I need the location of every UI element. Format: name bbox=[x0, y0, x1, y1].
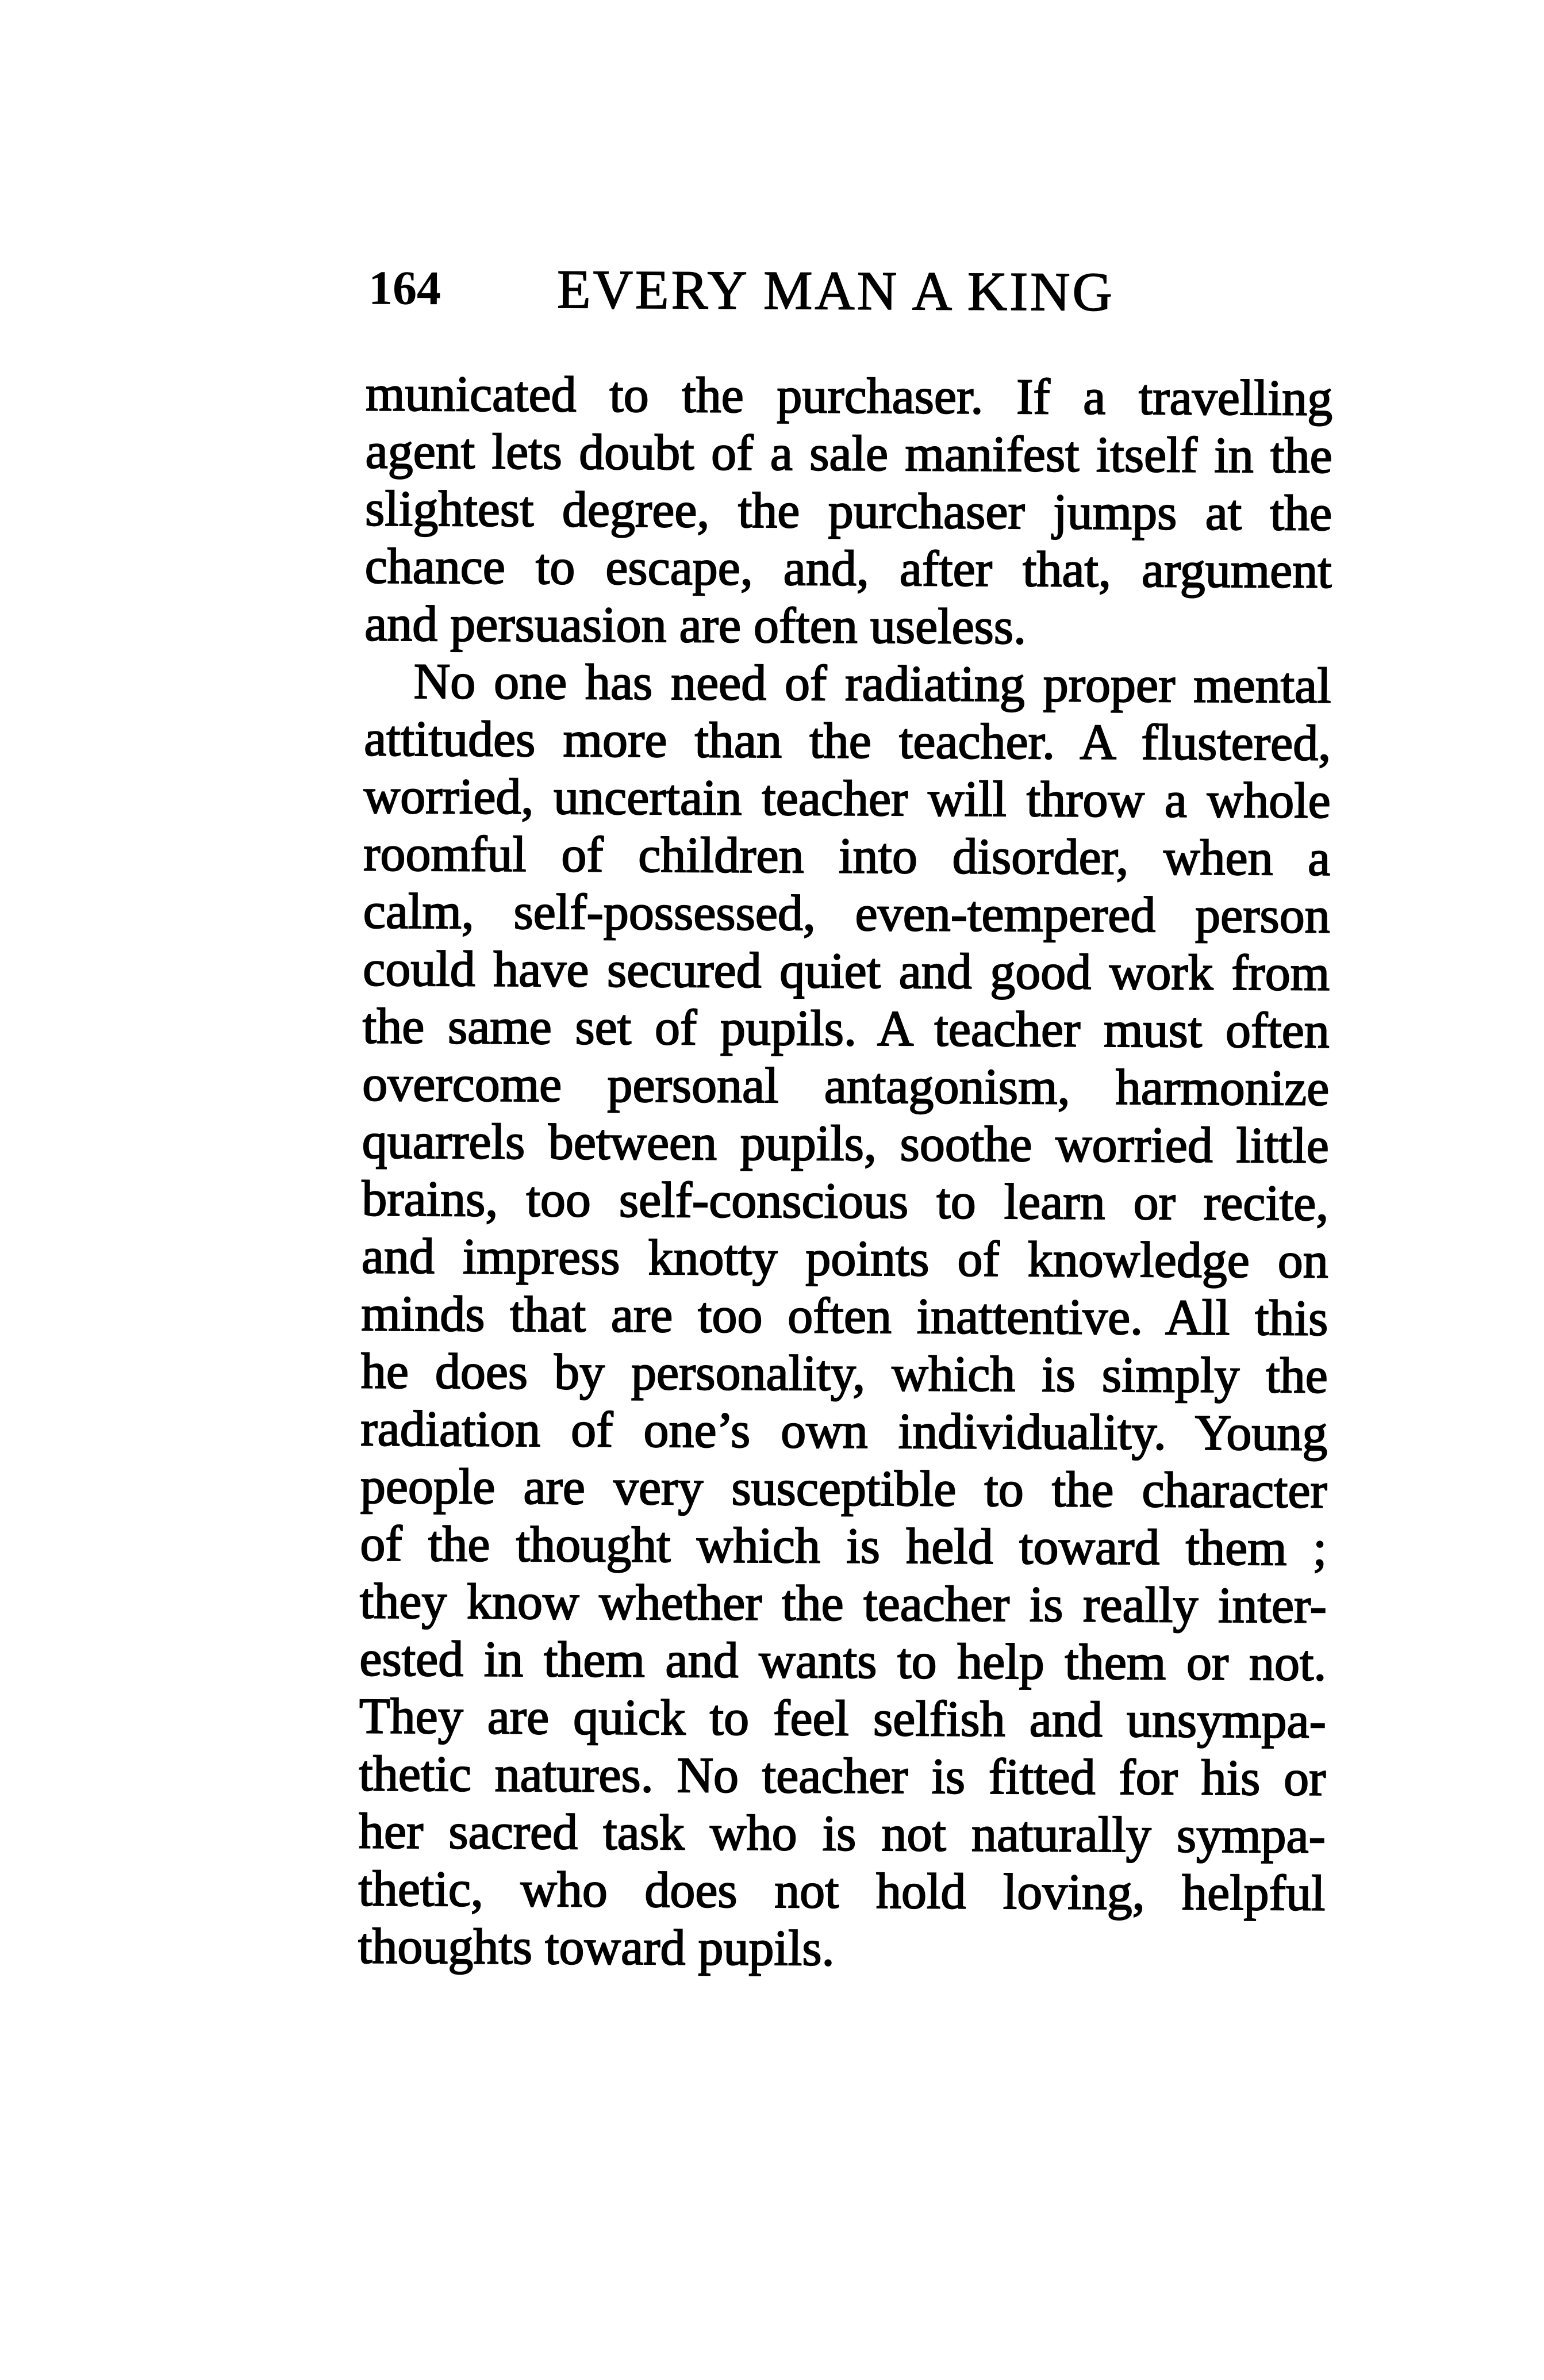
text-line: attitudes more than the teacher. A flustered, bbox=[364, 711, 1331, 772]
text-line: could have secured quiet and good work from bbox=[363, 941, 1330, 1002]
text-line: chance to escape, and, after that, argument bbox=[364, 538, 1332, 599]
text-line: radiation of one’s own individuality. Young bbox=[360, 1401, 1328, 1462]
text-line: They are quick to feel selfish and unsympa- bbox=[359, 1688, 1327, 1749]
text-line: brains, too self-conscious to learn or recite, bbox=[362, 1171, 1329, 1232]
text-line: municated to the purchaser. If a travelling bbox=[365, 366, 1333, 427]
paragraph-1 bbox=[364, 366, 1332, 658]
text-line: of the thought which is held toward them ; bbox=[360, 1516, 1327, 1577]
text-line: they know whether the teacher is really inter- bbox=[359, 1573, 1327, 1634]
text-line: people are very susceptible to the character bbox=[360, 1458, 1328, 1519]
text-line: quarrels between pupils, soothe worried little bbox=[362, 1113, 1330, 1174]
text-line: and persuasion are often useless. bbox=[364, 596, 1027, 656]
running-title: EVERY MAN A KING bbox=[556, 258, 1115, 323]
text-line: agent lets doubt of a sale manifest itself in the bbox=[365, 423, 1332, 484]
body-text bbox=[358, 366, 1333, 1980]
text-line: her sacred task who is not naturally sympa- bbox=[358, 1803, 1326, 1864]
text-line: overcome personal antagonism, harmonize bbox=[362, 1056, 1330, 1117]
text-line: minds that are too often inattentive. All this bbox=[361, 1286, 1328, 1347]
paragraph-2 bbox=[358, 653, 1331, 1980]
page-number: 164 bbox=[368, 261, 441, 316]
text-line: ested in them and wants to help them or not. bbox=[359, 1631, 1327, 1692]
text-line: No one has need of radiating proper mental bbox=[413, 653, 1331, 714]
text-line: thoughts toward pupils. bbox=[358, 1918, 835, 1977]
text-line: roomful of children into disorder, when a bbox=[363, 826, 1331, 887]
text-line: worried, uncertain teacher will throw a whole bbox=[363, 768, 1331, 829]
text-line: calm, self-possessed, even-tempered person bbox=[363, 883, 1330, 944]
text-line: thetic, who does not hold loving, helpful bbox=[358, 1861, 1326, 1922]
text-line: and impress knotty points of knowledge on bbox=[361, 1228, 1329, 1289]
text-line: the same set of pupils. A teacher must often bbox=[362, 998, 1330, 1059]
text-line: he does by personality, which is simply the bbox=[360, 1343, 1328, 1404]
text-line: slightest degree, the purchaser jumps at the bbox=[364, 481, 1332, 542]
text-line: thetic natures. No teacher is fitted for his or bbox=[359, 1746, 1326, 1807]
